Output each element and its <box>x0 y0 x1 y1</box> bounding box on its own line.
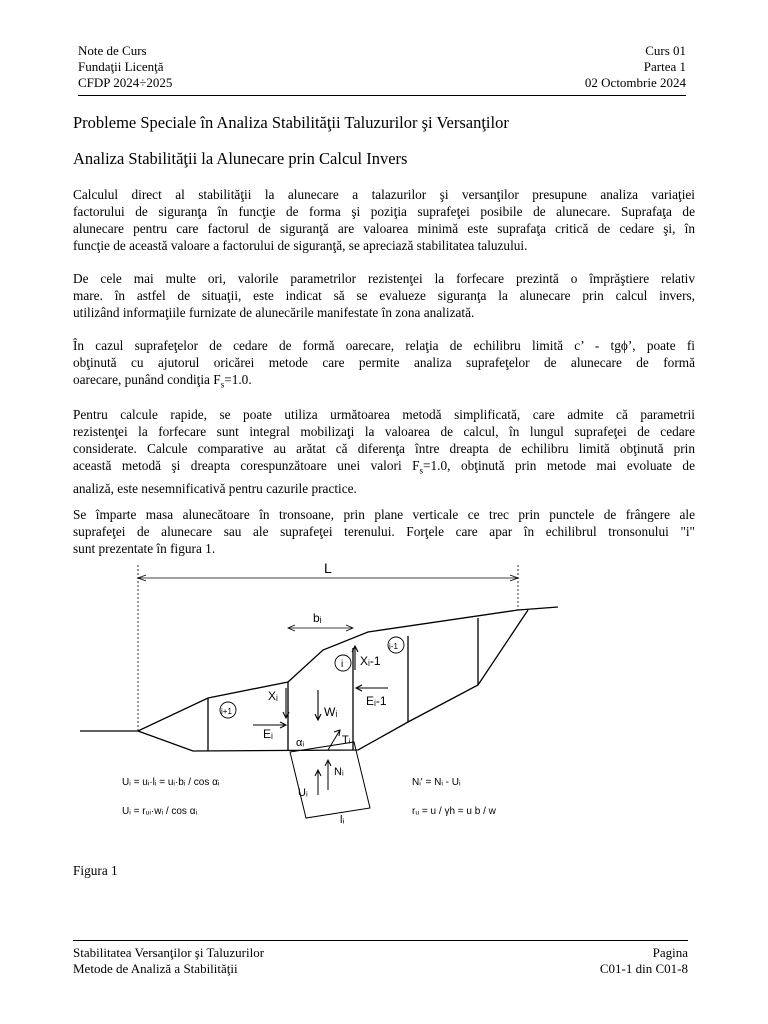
slip-surface <box>138 610 528 751</box>
label-Ti: Tᵢ <box>342 734 351 746</box>
footer-subtitle: Metode de Analiză a Stabilităţii <box>73 961 238 976</box>
paragraph-line: utilizând informaţiile furnizate de alunecările manifestate în zona analizată. <box>73 305 475 320</box>
paragraph-line: suprafeţei de alunecare sau ale suprafeţei terenului. Forţele care apar în echilibrul tronsonului "i" <box>73 524 695 539</box>
footer-right <box>600 945 688 977</box>
paragraph-5 <box>73 506 695 557</box>
label-Ni: Nᵢ <box>334 766 344 778</box>
subscript: s <box>220 379 225 390</box>
figure-caption: Figura 1 <box>73 863 118 878</box>
label-L: L <box>324 560 332 576</box>
page-footer <box>73 940 688 977</box>
paragraph-line: rezistenţei la forfecare sunt integral mobilizaţi la valoarea de calcul, în lungul suprafeţei de cedare <box>73 424 695 439</box>
ground-surface <box>80 607 558 731</box>
academic-year: CFDP 2024÷2025 <box>78 75 173 90</box>
footer-left <box>73 945 264 977</box>
text-run: =1.0, obţinută prin metode mai evoluate de <box>423 458 695 473</box>
text-run: această metodă şi dreapta corespunzătoare unei valori F <box>73 458 420 473</box>
header-right <box>585 43 686 91</box>
dimension-bi <box>288 625 353 631</box>
section-title: Analiza Stabilităţii la Alunecare prin Calcul Invers <box>73 149 408 168</box>
label-Xi: Xᵢ <box>268 689 278 703</box>
paragraph-4 <box>73 406 695 497</box>
paragraph-line: obţinută cu ajutorul oricărei metode care permite analiza suprafeţelor de alunecare de formă <box>73 355 695 370</box>
page-label: Pagina <box>652 945 688 960</box>
text-run: =1.0. <box>224 372 252 387</box>
text-run: oarecare, punând condiţia F <box>73 372 221 387</box>
paragraph-line: sunt prezentate în figura 1. <box>73 541 216 556</box>
formula-2: Uᵢ = rᵤᵢ·wᵢ / cos αᵢ <box>122 806 198 817</box>
label-Ei-1: Eᵢ-1 <box>366 694 387 708</box>
formula-3: Nᵢ' = Nᵢ - Uᵢ <box>412 777 461 788</box>
header-left <box>78 43 172 91</box>
course-number: Curs 01 <box>645 43 686 58</box>
paragraph-line: analiză, este nesemnificativă pentru cazurile practice. <box>73 480 357 496</box>
footer-rule <box>73 940 688 941</box>
course-date: 02 Octombrie 2024 <box>584 75 686 90</box>
course-type: Note de Curs <box>78 43 147 58</box>
subscript: s <box>419 465 424 476</box>
paragraph-line: Pentru calcule rapide, se poate utiliza următoarea metodă simplificată, care admite că parametrii <box>73 407 695 422</box>
paragraph-line: factorului de siguranţa în funcţie de forma şi poziţia suprafeţei posibile de alunecare. Suprafaţa de <box>73 204 695 219</box>
formula-1: Uᵢ = uᵢ·lᵢ = uᵢ·bᵢ / cos αᵢ <box>122 777 220 788</box>
label-Ui: Uᵢ <box>298 787 308 799</box>
course-part: Partea 1 <box>643 59 686 74</box>
paragraph-line <box>73 457 695 480</box>
label-Xi-1: Xᵢ-1 <box>360 654 381 668</box>
label-slice-i-plus-1: i+1 <box>221 707 232 716</box>
course-name: Fundaţii Licenţă <box>78 59 164 74</box>
label-Ei: Eᵢ <box>263 727 273 741</box>
paragraph-line: Calculul direct al stabilităţii la alunecare a talazurilor şi versanţilor presupune analiza variaţiei <box>73 187 695 202</box>
paragraph-line: considerate. Calcule comparative au arătat că diferenţa între dreapta de echilibru limită obţinută prin <box>73 441 695 456</box>
paragraph-line: De cele mai multe ori, valorile parametrilor rezistenţei la forfecare prezintă o împrăştiere relativ <box>73 271 695 286</box>
footer-title: Stabilitatea Versanţilor şi Taluzurilor <box>73 945 265 960</box>
label-slice-i-minus-1: i-1 <box>389 642 398 651</box>
page-title: Probleme Speciale în Analiza Stabilităţii Taluzurilor şi Versanţilor <box>73 113 509 132</box>
formula-4: rᵤ = u / γh = u b / w <box>412 806 496 817</box>
paragraph-2 <box>73 270 695 321</box>
label-Wi: Wᵢ <box>324 705 338 719</box>
paragraph-line: funcţie de această valoare a factorului de siguranţă, se apreciază stabilitatea taluzului. <box>73 238 528 253</box>
label-bi: bᵢ <box>313 611 322 625</box>
page-number: C01-1 din C01-8 <box>599 961 688 976</box>
paragraph-line: În cazul suprafeţelor de cedare de formă oarecare, relaţia de echilibru limită c’ - tgϕ’, poate fi <box>73 338 695 353</box>
header-rule <box>78 95 686 96</box>
label-li: lᵢ <box>340 814 345 826</box>
figure-1-slope-diagram <box>78 560 568 830</box>
paragraph-1 <box>73 186 695 254</box>
paragraph-3 <box>73 337 695 394</box>
paragraph-line: mare. în astfel de situaţii, este indicat să se evalueze siguranţa la alunecare prin calcul invers, <box>73 288 695 303</box>
paragraph-line: alunecare pentru care factorul de siguranţă are valoarea minimă este suprafaţa critică de cedare şi, în <box>73 221 695 236</box>
paragraph-line <box>73 371 695 394</box>
label-alpha: αᵢ <box>296 737 305 749</box>
paragraph-line: Se împarte masa alunecătoare în tronsoane, prin plane verticale ce trec prin punctele de frângere ale <box>73 507 695 522</box>
slice-boundaries <box>208 618 478 751</box>
label-slice-i: i <box>341 659 344 670</box>
